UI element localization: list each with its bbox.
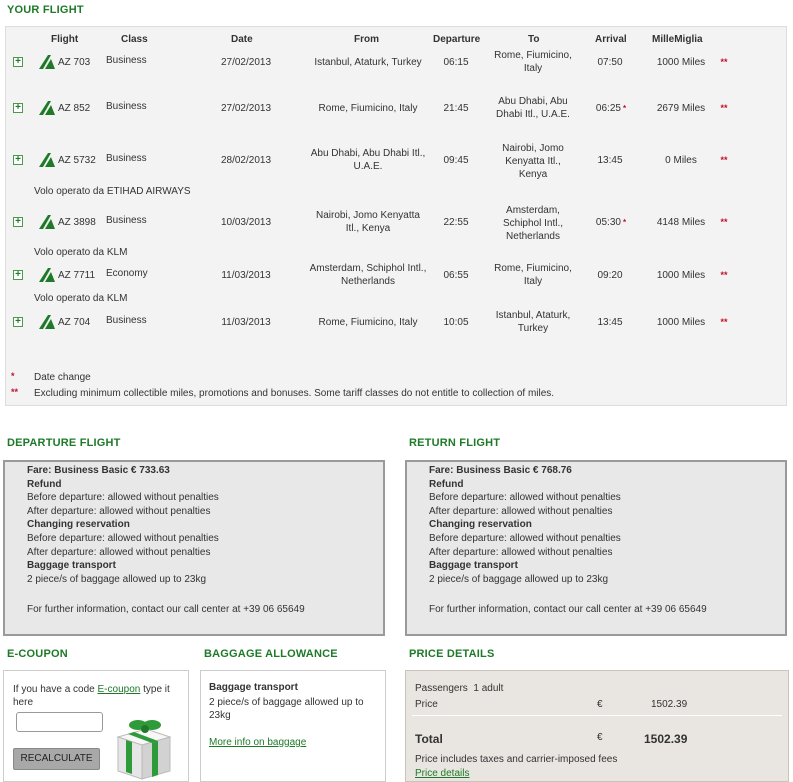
price-divider <box>412 715 782 716</box>
flight-row <box>6 202 786 242</box>
flight-arrival: 05:30 * <box>595 216 627 228</box>
miles-note-mark: ** <box>720 269 728 280</box>
legend-text: Excluding minimum collectible miles, promotions and bonuses. Some tariff classes do not entitle to collection of miles. <box>34 388 555 399</box>
flight-from: Istanbul, Ataturk, Turkey <box>314 56 422 68</box>
flight-to: Abu Dhabi, Abu Dhabi Itl., U.A.E. <box>496 96 570 120</box>
expand-icon[interactable]: + <box>13 217 23 227</box>
baggage-allowance-title: BAGGAGE ALLOWANCE <box>204 648 338 660</box>
gift-box-icon <box>110 715 176 781</box>
expand-icon[interactable]: + <box>13 103 23 113</box>
miles-note-mark: ** <box>720 216 728 227</box>
flight-to: Rome, Fiumicino, Italy <box>494 50 572 74</box>
flight-departure: 09:45 <box>443 154 469 166</box>
flight-class: Business <box>106 314 147 326</box>
flight-arrival: 07:50 <box>597 56 623 68</box>
alitalia-logo-icon <box>39 268 55 282</box>
recalculate-button[interactable]: RECALCULATE <box>13 748 100 770</box>
expand-icon[interactable]: + <box>13 57 23 67</box>
flight-miles: 2679 Miles <box>656 102 706 114</box>
ecoupon-box <box>3 670 189 782</box>
price-box <box>405 670 789 782</box>
flight-row <box>6 255 786 295</box>
alitalia-logo-icon <box>39 315 55 329</box>
flight-miles: 4148 Miles <box>656 216 706 228</box>
total-value: 1502.39 <box>644 732 688 746</box>
contact-text: For further information, contact our call center at +39 06 65649 <box>27 604 305 616</box>
flight-row <box>6 42 786 82</box>
flight-number: AZ 703 <box>58 56 91 68</box>
flight-from: Abu Dhabi, Abu Dhabi Itl., U.A.E. <box>310 148 426 172</box>
expand-icon[interactable]: + <box>13 270 23 280</box>
passengers-row: Passengers 1 adult <box>415 683 504 694</box>
baggage-box <box>200 670 386 782</box>
legend-mark: ** <box>11 387 19 397</box>
flight-miles: 1000 Miles <box>656 269 706 281</box>
refund-title: Refund <box>429 478 464 490</box>
flight-miles: 0 Miles <box>665 154 697 166</box>
flight-date: 10/03/2013 <box>220 216 272 228</box>
operated-by: Volo operato da KLM <box>34 293 128 304</box>
change-after: After departure: allowed without penalties <box>429 546 613 558</box>
price-details-link[interactable]: Price details <box>415 768 470 779</box>
ecoupon-code-input[interactable] <box>16 712 103 732</box>
flight-class: Business <box>106 100 147 112</box>
flight-number: AZ 852 <box>58 102 91 114</box>
fare-title: Fare: Business Basic € 733.63 <box>27 465 170 476</box>
refund-before: Before departure: allowed without penalties <box>27 492 219 504</box>
alitalia-logo-icon <box>39 153 55 167</box>
operated-by: Volo operato da ETIHAD AIRWAYS <box>34 186 191 197</box>
miles-note-mark: ** <box>720 102 728 113</box>
flight-from: Rome, Fiumicino, Italy <box>318 102 418 114</box>
baggage-text: 2 piece/s of baggage allowed up to 23kg <box>209 697 364 721</box>
total-label: Total <box>415 732 443 746</box>
legend-mark: * <box>11 371 15 381</box>
price-currency: € <box>597 699 603 710</box>
flight-class: Economy <box>106 267 148 279</box>
flight-date: 28/02/2013 <box>220 154 272 166</box>
flight-from: Nairobi, Jomo Kenyatta Itl., Kenya <box>316 210 420 234</box>
expand-icon[interactable]: + <box>13 317 23 327</box>
baggage-text: 2 piece/s of baggage allowed up to 23kg <box>429 573 609 585</box>
operated-by: Volo operato da KLM <box>34 247 128 258</box>
change-before: Before departure: allowed without penalties <box>429 532 621 544</box>
miles-note-mark: ** <box>720 154 728 165</box>
flight-from: Amsterdam, Schiphol Intl., Netherlands <box>309 263 427 287</box>
header-to: To <box>528 34 540 45</box>
flight-table <box>5 26 787 406</box>
baggage-text: 2 piece/s of baggage allowed up to 23kg <box>27 573 207 585</box>
header-from: From <box>354 34 379 45</box>
change-title: Changing reservation <box>429 519 532 531</box>
flight-departure: 21:45 <box>443 102 469 114</box>
flight-from: Rome, Fiumicino, Italy <box>318 316 418 328</box>
header-departure: Departure <box>433 34 481 45</box>
flight-date: 27/02/2013 <box>220 102 272 114</box>
flight-class: Business <box>106 214 147 226</box>
price-note: Price includes taxes and carrier-imposed fees <box>415 754 618 765</box>
change-title: Changing reservation <box>27 519 130 531</box>
miles-note-mark: ** <box>720 316 728 327</box>
total-currency: € <box>597 732 603 743</box>
flight-arrival: 09:20 <box>597 269 623 281</box>
your-flight-title: YOUR FLIGHT <box>7 4 84 16</box>
header-class: Class <box>121 34 148 45</box>
flight-departure: 10:05 <box>443 316 469 328</box>
header-miles: MilleMiglia <box>652 34 703 45</box>
alitalia-logo-icon <box>39 55 55 69</box>
return-fare-box <box>405 460 787 636</box>
flight-to: Istanbul, Ataturk, Turkey <box>495 310 571 334</box>
change-after: After departure: allowed without penalties <box>27 546 211 558</box>
flight-date: 11/03/2013 <box>221 269 271 281</box>
flight-date: 11/03/2013 <box>221 316 271 328</box>
flight-departure: 06:15 <box>443 56 469 68</box>
miles-note-mark: ** <box>720 56 728 67</box>
fare-title: Fare: Business Basic € 768.76 <box>429 465 572 476</box>
flight-departure: 06:55 <box>443 269 469 281</box>
flight-row <box>6 302 786 342</box>
expand-icon[interactable]: + <box>13 155 23 165</box>
legend-text: Date change <box>34 372 91 383</box>
flight-number: AZ 7711 <box>58 269 96 281</box>
flight-date: 27/02/2013 <box>220 56 272 68</box>
flight-class: Business <box>106 152 147 164</box>
departure-fare-box <box>3 460 385 636</box>
alitalia-logo-icon <box>39 101 55 115</box>
flight-miles: 1000 Miles <box>656 316 706 328</box>
price-details-title: PRICE DETAILS <box>409 648 495 660</box>
baggage-heading: Baggage transport <box>209 682 298 693</box>
flight-row <box>6 140 786 180</box>
flight-number: AZ 3898 <box>58 216 96 228</box>
flight-miles: 1000 Miles <box>656 56 706 68</box>
contact-text: For further information, contact our call center at +39 06 65649 <box>429 604 707 616</box>
departure-flight-title: DEPARTURE FLIGHT <box>7 437 121 449</box>
flight-class: Business <box>106 54 147 66</box>
flight-to: Rome, Fiumicino, Italy <box>494 263 572 287</box>
price-label: Price <box>415 699 438 710</box>
baggage-title: Baggage transport <box>429 560 518 572</box>
header-arrival: Arrival <box>595 34 627 45</box>
flight-arrival: 13:45 <box>597 316 623 328</box>
ecoupon-title: E-COUPON <box>7 648 68 660</box>
price-value: 1502.39 <box>651 699 688 710</box>
flight-row <box>6 88 786 128</box>
refund-after: After departure: allowed without penalties <box>429 505 613 517</box>
return-flight-title: RETURN FLIGHT <box>409 437 501 449</box>
baggage-title: Baggage transport <box>27 560 116 572</box>
header-flight: Flight <box>51 34 79 45</box>
refund-before: Before departure: allowed without penalties <box>429 492 621 504</box>
ecoupon-text: If you have a code E-coupon type it here <box>13 684 170 708</box>
baggage-info-link[interactable]: More info on baggage <box>209 737 307 748</box>
flight-number: AZ 5732 <box>58 154 96 166</box>
flight-to: Nairobi, Jomo Kenyatta Itl., Kenya <box>502 142 564 180</box>
flight-departure: 22:55 <box>443 216 469 228</box>
refund-after: After departure: allowed without penalties <box>27 505 211 517</box>
flight-number: AZ 704 <box>58 316 91 328</box>
flight-to: Amsterdam, Schiphol Intl., Netherlands <box>502 204 564 242</box>
alitalia-logo-icon <box>39 215 55 229</box>
header-date: Date <box>231 34 253 45</box>
change-before: Before departure: allowed without penalties <box>27 532 219 544</box>
flight-arrival: 06:25 * <box>595 102 627 114</box>
ecoupon-link[interactable]: E-coupon <box>97 684 141 695</box>
refund-title: Refund <box>27 478 62 490</box>
flight-arrival: 13:45 <box>597 154 623 166</box>
